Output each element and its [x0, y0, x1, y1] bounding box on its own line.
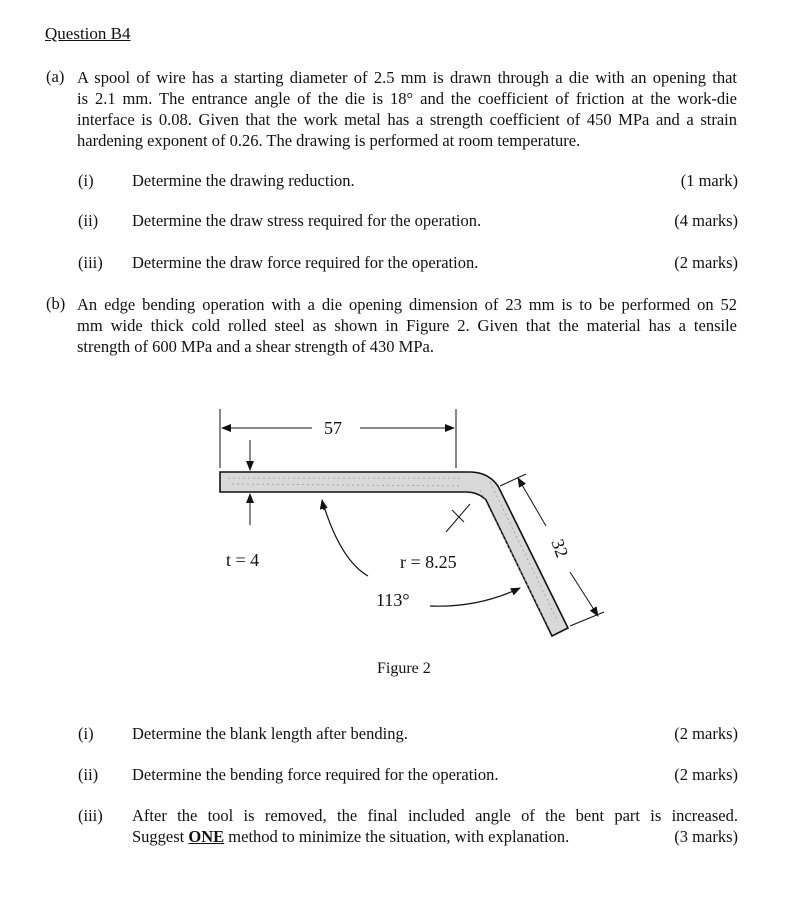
paragraph-line: interface is 0.08. Given that the work metal has a strength coefficient of 450 MPa and a strain	[77, 110, 737, 129]
item-number: (ii)	[78, 765, 99, 784]
item-number: (ii)	[78, 211, 99, 230]
text-fragment: Suggest	[132, 827, 189, 846]
item-number: (i)	[78, 724, 94, 743]
paragraph-line: strength of 600 MPa and a shear strength of 430 MPa.	[77, 337, 434, 356]
figure-caption: Figure 2	[377, 660, 431, 677]
item-number: (i)	[78, 171, 94, 190]
item-marks: (2 marks)	[674, 765, 738, 784]
dimension-arrow	[570, 572, 598, 616]
item-marks: (4 marks)	[674, 211, 738, 230]
item-marks: (2 marks)	[674, 253, 738, 272]
dimension-arrow	[518, 478, 546, 526]
text-fragment: method to minimize the situation, with explanation.	[224, 827, 570, 846]
item-text: After the tool is removed, the final included angle of the bent part is increased.	[132, 806, 738, 825]
item-text: Determine the bending force required for the operation.	[132, 765, 499, 784]
question-heading: Question B4	[45, 24, 131, 43]
item-number: (iii)	[78, 806, 103, 825]
item-marks: (2 marks)	[674, 724, 738, 743]
extension-line	[570, 612, 604, 626]
angle-label: 113°	[376, 590, 410, 610]
thickness-label: t = 4	[226, 550, 260, 570]
item-text-continued	[132, 827, 569, 847]
length-dimension-label: 57	[324, 418, 342, 438]
item-text: Determine the draw force required for the operation.	[132, 253, 479, 272]
item-text: Determine the blank length after bending.	[132, 724, 408, 743]
leg-dimension-label: 32	[547, 536, 573, 561]
item-marks: (1 mark)	[680, 171, 738, 190]
paragraph-line: hardening exponent of 0.26. The drawing is performed at room temperature.	[77, 131, 581, 150]
part-a-label: (a)	[46, 67, 65, 86]
radius-label: r = 8.25	[400, 552, 457, 572]
paragraph-line: is 2.1 mm. The entrance angle of the die is 18° and the coefficient of friction at the work-die	[77, 89, 737, 108]
angle-arc	[430, 588, 520, 606]
emphasis-text: ONE	[188, 827, 225, 846]
item-text: Determine the draw stress required for the operation.	[132, 211, 482, 230]
radius-leader	[452, 510, 464, 522]
item-text: Determine the drawing reduction.	[132, 171, 355, 190]
item-number: (iii)	[78, 253, 103, 272]
paragraph-line: An edge bending operation with a die opening dimension of 23 mm is to be performed on 52	[77, 295, 737, 314]
paragraph-line: A spool of wire has a starting diameter of 2.5 mm is drawn through a die with an opening that	[77, 68, 737, 87]
item-marks: (3 marks)	[674, 827, 738, 846]
paragraph-line: mm wide thick cold rolled steel as shown in Figure 2. Given that the material has a tensile	[77, 316, 737, 335]
part-b-label: (b)	[46, 294, 66, 313]
angle-arc	[322, 500, 368, 576]
bent-plate	[220, 472, 568, 636]
radius-leader	[446, 504, 470, 532]
